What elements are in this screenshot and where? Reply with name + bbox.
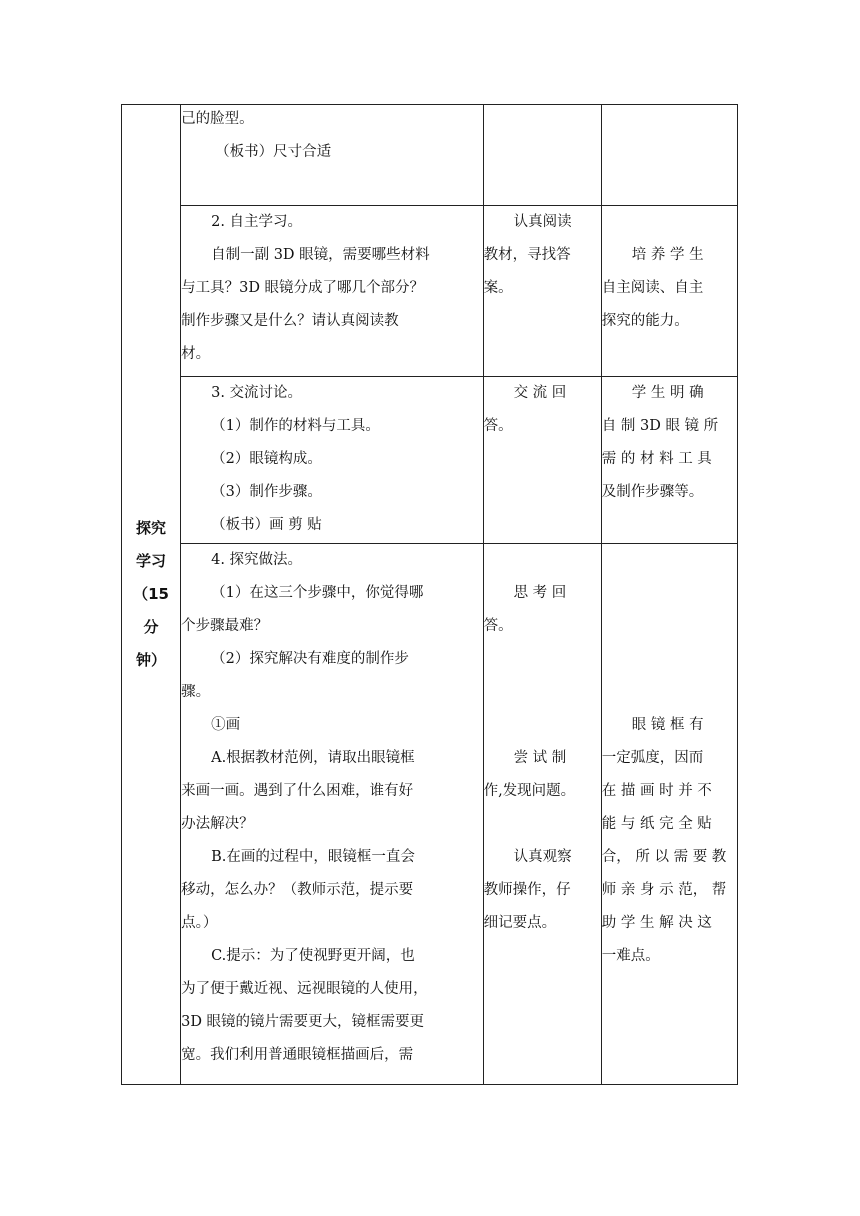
content-line: 制作步骤又是什么？请认真阅读教	[181, 313, 399, 329]
content-line: A.根据教材范例，请取出眼镜框	[211, 750, 415, 766]
table-row	[122, 544, 738, 1085]
section-label-line: （15	[133, 585, 169, 603]
content-line: 与工具？3D 眼镜分成了哪几个部分？	[181, 280, 425, 296]
student-cell	[483, 105, 601, 206]
student-line: 认真阅读	[513, 214, 572, 230]
content-line: 点。）	[181, 915, 218, 931]
goal-cell	[601, 105, 737, 206]
table-row	[122, 377, 738, 544]
section-label-line: 分	[143, 618, 159, 636]
section-label-line: 学习	[136, 552, 167, 570]
content-line: 来画一画。遇到了什么困难，谁有好	[181, 783, 414, 799]
goal-line: 一定弧度，因而	[601, 750, 704, 766]
student-line: 作,发现问题。	[483, 783, 576, 799]
table-row	[122, 105, 738, 206]
content-line: 办法解决？	[181, 816, 254, 832]
goal-line: 能 与 纸 完 全 贴	[601, 816, 712, 832]
goal-line: 一难点。	[601, 948, 660, 964]
goal-line: 需 的 材 料 工 具	[601, 451, 712, 467]
student-line: 尝 试 制	[513, 750, 567, 766]
content-line: 己的脸型。	[181, 111, 254, 127]
goal-line: 眼 镜 框 有	[631, 717, 704, 733]
content-cell	[181, 206, 483, 377]
content-heading: 4. 探究做法。	[211, 552, 303, 568]
content-line: ①画	[211, 717, 241, 733]
student-line: 交 流 回	[513, 385, 567, 401]
content-cell	[181, 544, 483, 1085]
student-line: 答。	[483, 418, 513, 434]
content-line: （1）制作的材料与工具。	[211, 418, 380, 434]
table-row	[122, 206, 738, 377]
goal-line: 合， 所 以 需 要 教	[601, 849, 727, 865]
goal-line: 及制作步骤等。	[601, 484, 704, 500]
student-cell	[483, 206, 601, 377]
student-line: 细记要点。	[483, 915, 557, 931]
goal-cell	[601, 206, 737, 377]
section-label-line: 探究	[136, 519, 167, 537]
board-note: （板书）画 剪 贴	[211, 517, 322, 533]
content-line: C.提示：为了使视野更开阔，也	[211, 948, 415, 964]
content-line: 材。	[181, 346, 211, 362]
goal-cell	[601, 544, 737, 1085]
content-line: （2）眼镜构成。	[211, 451, 322, 467]
content-line: 宽。我们利用普通眼镜框描画后，需	[181, 1047, 414, 1063]
content-line: B.在画的过程中，眼镜框一直会	[211, 849, 415, 865]
content-line: （1）在这三个步骤中，你觉得哪	[211, 585, 424, 601]
content-line: （3）制作步骤。	[211, 484, 322, 500]
content-line: 为了便于戴近视、远视眼镜的人使用，	[181, 981, 428, 997]
goal-line: 培 养 学 生	[631, 247, 704, 263]
student-line: 教材，寻找答	[483, 247, 571, 263]
content-heading: 2. 自主学习。	[211, 214, 303, 230]
goal-cell	[601, 377, 737, 544]
section-label-cell	[122, 105, 181, 1085]
goal-line: 探究的能力。	[601, 313, 689, 329]
content-heading: 3. 交流讨论。	[211, 385, 303, 401]
content-line: 骤。	[181, 684, 211, 700]
section-label-line: 钟）	[136, 651, 167, 669]
content-line: 个步骤最难？	[181, 618, 269, 634]
goal-line: 自主阅读、自主	[601, 280, 704, 296]
student-line: 认真观察	[513, 849, 572, 865]
content-cell	[181, 105, 483, 206]
student-line: 思 考 回	[513, 585, 567, 601]
student-line: 答。	[483, 618, 513, 634]
goal-line: 助 学 生 解 决 这	[601, 915, 712, 931]
student-line: 案。	[483, 280, 513, 296]
goal-line: 师 亲 身 示 范， 帮	[601, 882, 727, 898]
goal-line: 在 描 画 时 并 不	[601, 783, 712, 799]
student-cell	[483, 377, 601, 544]
goal-line: 学 生 明 确	[631, 385, 704, 401]
content-line: 3D 眼镜的镜片需要更大，镜框需要更	[181, 1014, 425, 1030]
content-line: 移动，怎么办？（教师示范，提示要	[181, 882, 414, 898]
student-cell	[483, 544, 601, 1085]
content-cell	[181, 377, 483, 544]
content-line: 自制一副 3D 眼镜，需要哪些材料	[211, 247, 430, 263]
student-line: 教师操作，仔	[483, 882, 571, 898]
lesson-plan-table	[121, 104, 738, 1085]
content-line: （2）探究解决有难度的制作步	[211, 651, 409, 667]
goal-line: 自 制 3D 眼 镜 所	[601, 418, 719, 434]
board-note: （板书）尺寸合适	[215, 144, 332, 160]
